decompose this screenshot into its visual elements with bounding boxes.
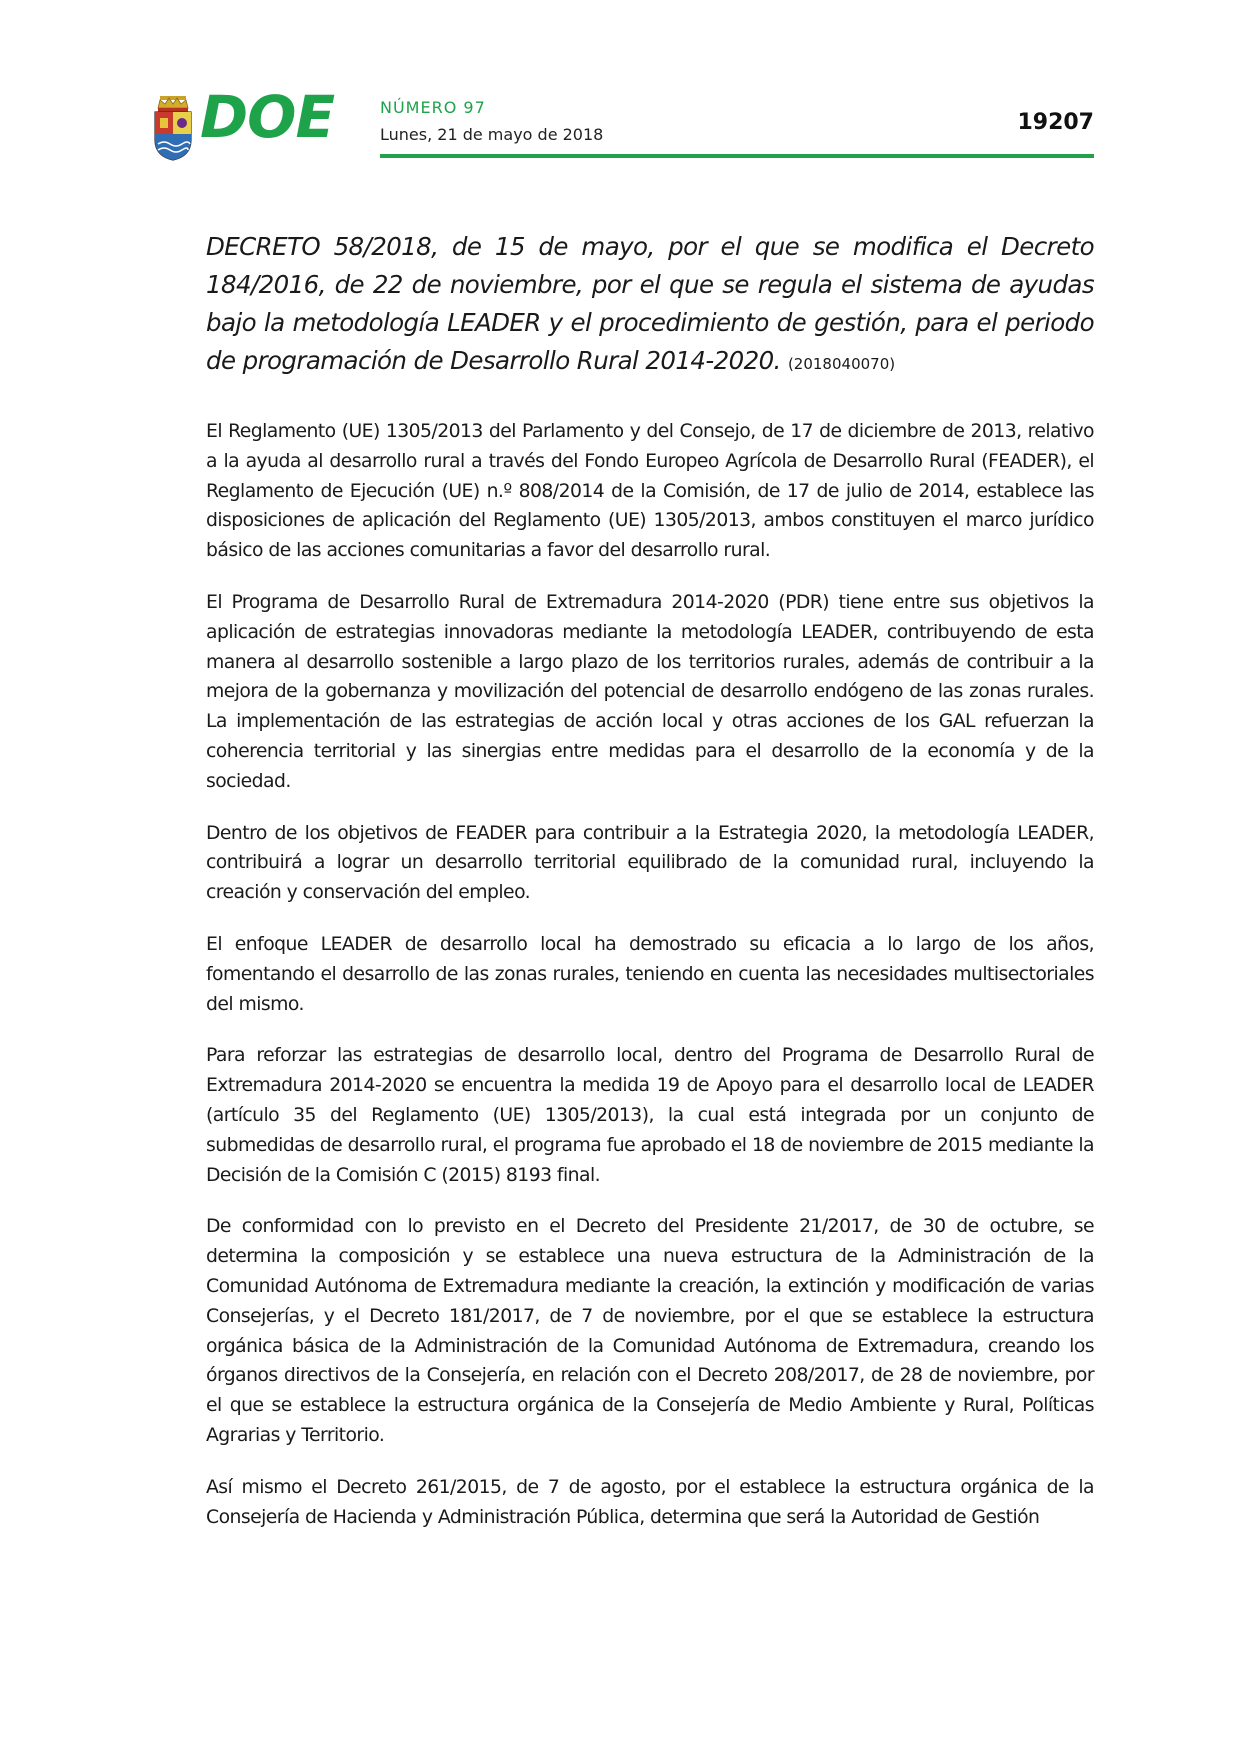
paragraph: El Programa de Desarrollo Rural de Extremadura 2014-2020 (PDR) tiene entre sus objetivos la aplicación de estrategias innovadoras mediante la metodología LEADER, contribuyendo de esta manera al desarrollo sostenible a largo plazo de los territorios rurales, además de contribuir a la mejora de la gobernanza y movilización del potencial de desarrollo endógeno de las zonas rurales. La implementación de las estrategias de acción local y otras acciones de los GAL refuerzan la coherencia territorial y las sinergias entre medidas para el desarrollo de la economía y de la sociedad. [206,591,1094,792]
paragraph: El Reglamento (UE) 1305/2013 del Parlamento y del Consejo, de 17 de diciembre de 2013, relativo a la ayuda al desarrollo rural a través del Fondo Europeo Agrícola de Desarrollo Rural (FEADER), el Reglamento de Ejecución (UE) n.º 808/2014 de la Comisión, de 17 de julio de 2014, establece las disposiciones de aplicación del Reglamento (UE) 1305/2013, ambos constituyen el marco jurídico básico de las acciones comunitarias a favor del desarrollo rural. [206,421,1094,562]
doe-logo: DOE [200,83,335,151]
decree-code: (2018040070) [787,355,896,373]
document-body [206,228,1094,1554]
paragraph: Para reforzar las estrategias de desarrollo local, dentro del Programa de Desarrollo Rural de Extremadura 2014-2020 se encuentra la medida 19 de Apoyo para el desarrollo local de LEADER (artículo 35 del Reglamento (UE) 1305/2013), la cual está integrada por un conjunto de submedidas de desarrollo rural, el programa fue aprobado el 18 de noviembre de 2015 mediante la Decisión de la Comisión C (2015) 8193 final. [206,1045,1094,1186]
coat-of-arms-icon [152,94,194,162]
issue-number: NÚMERO 97 [380,98,486,117]
issue-date: Lunes, 21 de mayo de 2018 [380,125,604,144]
decree-title-text: DECRETO 58/2018, de 15 de mayo, por el que se modifica el Decreto 184/2016, de 22 de noviembre, por el que se regula el sistema de ayudas bajo la metodología LEADER y el procedimiento de gestión, para el periodo de programación de Desarrollo Rural 2014-2020. [206,232,1094,375]
page-number: 19207 [1017,110,1094,135]
page-header [152,83,1094,160]
paragraph: Así mismo el Decreto 261/2015, de 7 de agosto, por el establece la estructura orgánica de la Consejería de Hacienda y Administración Pública, determina que será la Autoridad de Gestión [206,1476,1094,1528]
header-divider [380,154,1094,158]
paragraph: De conformidad con lo previsto en el Decreto del Presidente 21/2017, de 30 de octubre, se determina la composición y se establece una nueva estructura de la Administración de la Comunidad Autónoma de Extremadura mediante la creación, la extinción y modificación de varias Consejerías, y el Decreto 181/2017, de 7 de noviembre, por el que se establece la estructura orgánica básica de la Administración de la Comunidad Autónoma de Extremadura, creando los órganos directivos de la Consejería, en relación con el Decreto 208/2017, de 28 de noviembre, por el que se establece la estructura orgánica de la Consejería de Medio Ambiente y Rural, Políticas Agrarias y Territorio. [206,1216,1094,1446]
paragraph: Dentro de los objetivos de FEADER para contribuir a la Estrategia 2020, la metodología LEADER, contribuirá a lograr un desarrollo territorial equilibrado de la comunidad rural, incluyendo la creación y conservación del empleo. [206,822,1094,904]
paragraph: El enfoque LEADER de desarrollo local ha demostrado su eficacia a lo largo de los años, fomentando el desarrollo de las zonas rurales, teniendo en cuenta las necesidades multisectoriales del mismo. [206,933,1094,1015]
decree-title [206,228,1094,383]
